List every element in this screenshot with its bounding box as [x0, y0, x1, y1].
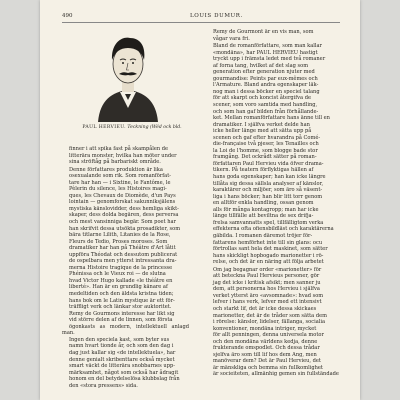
text-line: finner i att spika fast på skampålen de: [69, 146, 169, 152]
text-line: dramatiker har han på Théâtre d'Art låtit: [69, 245, 176, 252]
text-line: tryckt upp i främsta ledet med två romaner: [213, 56, 326, 63]
text-line: hans bok om le Latin mystique är ett för-: [69, 297, 175, 304]
text-line: Om jag begagnar order «marionetter» för: [213, 266, 322, 273]
text-line: en alltför enkla handling, ossan genom: [213, 200, 314, 207]
text-line: den «stora pressens» sida.: [69, 382, 138, 389]
text-line: och mest vansinniga begär. Som poet har: [69, 219, 176, 226]
text-line: nog man i dessa böcker en speciel talang: [213, 88, 320, 95]
caption-name: PAUL HERVIEU.: [82, 125, 126, 130]
text-line: jag det icke i kritisk afsikt; men sanner ju: [213, 279, 321, 286]
right-column: [206, 29, 339, 378]
text-line: och starkt lif, det är icke dessa skickaes: [213, 305, 317, 312]
text-line: lointain — genomforskat sakunniksjälens: [69, 199, 176, 206]
text-line: och den mondäna världens kedja, denne: [213, 338, 318, 345]
text-line: osexualande som rik. Som romanförfat-: [69, 173, 171, 180]
text-line: frelsa samvannatts spel, tillfälligtom verka: [213, 219, 324, 226]
text-line: karaktärer och miljöer, som äro så väsent-: [213, 187, 323, 194]
text-line: generation efter generation njuter med: [213, 69, 315, 76]
text-line: la Loi de l'homme, som blogge bade stor: [213, 147, 318, 154]
text-line: litterära monster, hvilka han möter under: [69, 152, 177, 159]
text-line: lefver i hans verk, lefver med ett intensivt: [213, 299, 322, 306]
text-line: tikern. På teatern förflyktigas hällen af: [213, 167, 314, 174]
page-number: 490: [62, 13, 73, 19]
text-line: att beteckna Paul Hervieus personer, gör: [213, 273, 320, 280]
text-line: liberté». Han är en grundlig känare af: [69, 284, 168, 291]
text-line: namn hvart tionde år, och som den dag i: [69, 343, 174, 350]
text-line: vid större delen af de linnen, som första: [69, 317, 173, 324]
text-line: och som han gaf bilden från förhållande-: [213, 108, 319, 115]
text-line: relse, och det är en näring att följa arbetet: [213, 259, 324, 266]
text-line: medeltiden och den äldsta kristna tiden;: [69, 291, 174, 298]
text-line: tare har han — i Sixtine, le Fantôme, le: [69, 179, 171, 186]
text-line: konventioner, mondäna intriger, mycket: [213, 325, 317, 332]
portrait-caption: [62, 125, 202, 130]
text-line: scenen och gaf efter hvarandra på Comé-: [213, 134, 321, 141]
text-line: vågar vara fri.: [213, 35, 250, 42]
text-line: mystiska känslovidder, dess hemliga skikt-: [69, 205, 179, 212]
text-line: Remy de Gourmont är en vis man, som: [213, 29, 314, 35]
text-line: de ospelbara men ytterst intressanta dra-: [69, 258, 177, 265]
text-line: Pèlerin du silence, les Histoires magi-: [69, 186, 167, 193]
text-line: af forna tang, hvilket af det slag som: [213, 62, 309, 69]
text-line: verket ytterst äro «avsomnade»: hvad som: [213, 292, 324, 299]
text-line: är socieiteten, allmänhig gemen sin fullständade: [213, 371, 339, 378]
text-line: han skrifvit dessa utsökta prosadikter, som: [69, 225, 181, 232]
left-paragraph-1: [62, 146, 189, 166]
text-line: Denne författares produktion är lika: [69, 166, 163, 173]
text-line: alls för många kontagropp; man har icke: [213, 206, 319, 213]
text-line: ket. Mellan romanförfattare hans änne till en: [213, 115, 330, 122]
caption-text: Teckning (Wéd ock bld.: [127, 125, 182, 130]
text-line: hans goda egenskaper; han kan icke längre: [213, 174, 326, 181]
text-line: bära titlarne Lilith, Litanies de la Rose,: [69, 232, 171, 239]
text-line: är mänskliga och bemma sin fullkomlighet: [213, 364, 323, 371]
left-column: [62, 146, 189, 389]
right-paragraph-1: [206, 29, 339, 42]
text-line: hvad Victor Hugo kallade «le théâtre en: [69, 277, 173, 284]
text-line: dem, att personerna hos Hervieu i själfva: [213, 286, 320, 293]
text-line: merna Histoire tragique de la princesse: [69, 264, 173, 271]
text-line: ögonkasts as modern, intellektuell anlagd man.: [62, 323, 189, 337]
text-line: die-française två pjeser, les Tenailles och: [213, 141, 319, 148]
text-line: tillåta sig dessa sällsla analyser af känslor,: [213, 180, 324, 187]
text-line: icke heller länge med att sätta upp på: [213, 128, 312, 135]
text-line: Remy de Gourmons interesse har likt sig: [69, 310, 175, 317]
text-line: uppföra Théodat och dessutom publicerat: [69, 251, 178, 258]
text-line: märksamhet, något som också har ådragit: [69, 369, 179, 376]
text-line: förtrollas sant hela det maskinet, som sätter: [213, 246, 328, 253]
text-line: Ingen den speciela kast, som byter sus: [69, 336, 170, 343]
text-line: skaper, dess dolda begären, dess perversa: [69, 212, 179, 219]
text-line: ques, les Chevaux de Diomède, d'un Pays: [69, 192, 176, 199]
text-line: för allt penningen, denna universela motor: [213, 332, 324, 339]
running-title: LOUIS DUMUR.: [190, 13, 243, 19]
text-line: l'Armature. Bland andra egenskaper läk-: [213, 82, 319, 89]
text-line: gourmandise: Peints par eux-mêmes och: [213, 75, 318, 82]
text-line: effekterna ofta ofiensbildläst och karaktärerna: [213, 226, 334, 233]
running-head: [40, 12, 360, 22]
text-line: marionetter, det är de tråder som sätta dem: [213, 312, 327, 319]
text-line: sjelfva äro som till lif hos dem Ang, men: [213, 351, 317, 358]
text-line: liga i hans böcker; han blir litt torr genom: [213, 193, 323, 200]
text-line: Fleurs de Tedio, Proses moroses. Som: [69, 238, 168, 245]
text-line: smart väckt de litterära snobbarnes upp-: [69, 363, 175, 370]
text-line: manöverar dem? Det är Paul Hervieu, det: [213, 358, 321, 365]
text-line: Phénissa och le Vieux roi — de slutna: [69, 271, 166, 278]
text-line: honom en del betydelselösa klubbslag från: [69, 376, 180, 383]
text-line: «mondäna», har PAUL HERVIEU hastigt: [213, 49, 318, 56]
header-rule: [62, 22, 340, 23]
text-line: dramatiker. I själfva verket delde han: [213, 121, 310, 128]
text-line: Bland de romanförfattare, som man kallar: [213, 43, 322, 50]
text-line: frukterande omspodlet. Och dessa trådar: [213, 345, 320, 352]
left-paragraph-2: [62, 167, 189, 390]
text-line: träffligt verk och länkar stor auktoritet.: [69, 304, 172, 311]
book-page: [40, 0, 360, 400]
text-line: författaren Paul Hervieu vida öfver drama-: [213, 160, 324, 167]
text-line: fattarens hemförhet inte till sin glans: ocu: [213, 239, 323, 246]
text-line: för att skarpt och koncist återgifva de: [213, 95, 311, 102]
text-line: denne genialt skribenttare också mycket: [69, 356, 175, 363]
text-line: hans skickligt hopbogado marionetter i rö-: [213, 252, 324, 259]
text-line: scener, som voro samtida med handling,: [213, 102, 318, 109]
portrait-figure: [62, 30, 202, 140]
text-line: sina ströftåg på barbariskt område.: [69, 159, 161, 166]
right-paragraph-3: [206, 267, 339, 378]
portrait-drawing: [90, 30, 166, 122]
text-line: framgång. Det ockrådt sätter på roman-: [213, 154, 317, 161]
right-paragraph-2: [206, 43, 339, 266]
text-line: dag just kallar sig «de intellektuela», har: [69, 349, 176, 356]
text-line: gäbilda. I romanen däremot tröjer för-: [213, 232, 313, 239]
text-line: i rörelse: känslor, lidelser, fällanga, socialia: [213, 319, 326, 326]
text-line: länge tillfälle att beviltna de sex drifja-: [213, 213, 314, 220]
